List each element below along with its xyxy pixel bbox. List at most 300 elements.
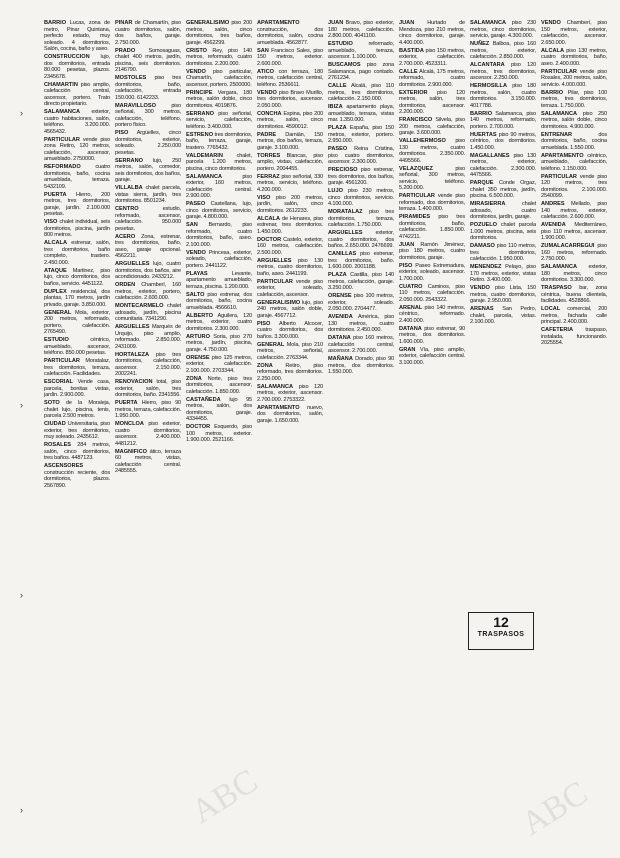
ad-text: Damián, 150 metros, dos baños, terraza, garaje. 3.100.000. [257,131,323,151]
ad-text: piso tres dormitorios, terraza, calefacción. 1.750.000. [328,209,394,228]
ad-heading: GENERALISIMO [257,299,301,306]
ad-text: Chamberí, piso 150 metros, exterior, calefacción, ascensor. 2.650.000. [541,20,607,46]
classified-ad [257,216,323,236]
ad-text: Mola, piso 210 metros, señorial, calefacción. 2763344. [257,341,323,361]
ad-text: vende piso Rosales, 200 metros, salón, servicio. 4.000.000. [541,68,607,88]
ad-text: Reina Cristina, piso cuatro dormitorios, ascensor. 2.300.000. [328,146,394,165]
ad-heading: PASEO [186,201,206,207]
ad-text: chalet individual, seis dormitorios, piscina, jardín 800 metros. [44,219,110,238]
classified-ad [44,442,110,462]
ad-text: Conde Orgaz, chalet 350 metros, jardín, piscina. 6.500.000. [470,180,536,199]
classified-ad [541,201,607,221]
classified-ad [257,90,323,110]
classified-ad [115,282,181,302]
ad-heading: PASEO [328,146,348,152]
ad-text: traspaso, instalada, funcionando. 2025554. [541,327,607,346]
ad-heading: POZUELO [470,222,498,228]
classified-ad [115,130,181,156]
ad-text: lujo, cuatro dormitorios, dos baños, aire acondicionado. 2433212. [115,261,181,280]
ad-heading: MONTECARMELO [115,303,164,309]
ad-heading: GRAN [399,346,416,353]
classified-ad [328,293,394,313]
ad-heading: BASTIDA [399,47,424,54]
ad-heading: TRASPASO [541,285,572,291]
classified-ad [399,214,465,240]
ad-heading: VALDEMARIN [186,152,223,159]
classified-ad [257,342,323,362]
ad-text: ático, terraza 60 metros, vistas, calefacción central. 2485555. [115,448,181,474]
classified-column-5 [328,20,394,835]
classified-ad [186,174,252,200]
ad-text: piso 110 metros, tres dormitorios, calefacción. 1.950.000. [470,243,536,262]
classified-ad [470,41,536,61]
ad-text: Salamanca, piso 140 metros, reformado, portero. 2.700.000. [470,110,536,130]
ad-text: Ramón Jiménez, piso 180 metros, cuatro dormitorios, garaje. [399,241,465,261]
ad-heading: TORRES [257,152,281,159]
ad-heading: CALLE [399,68,418,75]
classified-ad [328,62,394,82]
ad-heading: SAN [257,47,269,54]
ad-text: Espina, piso 200 metros, salón, cinco dormitorios. 4590012. [257,110,323,130]
ad-text: exterior, 180 metros, cinco dormitorios. 3.300.000. [541,264,607,283]
ad-heading: REFORMADO [44,164,81,170]
ad-heading: BARRIO [44,20,67,26]
ad-heading: ARGUELLES [328,230,363,236]
ad-heading: ARTURO [186,333,210,340]
ad-heading: CRISTO [186,47,208,54]
classified-ad [186,201,252,221]
ad-text: piso tres dormitorios, calefacción, ascensor. 2.150.000. 2002241. [115,351,181,377]
classified-ad [44,358,110,378]
ad-heading: SALAMANCA [470,20,507,26]
classified-ad [44,289,110,309]
classified-ad [470,62,536,82]
ad-heading: DUPLEX [44,288,67,295]
classified-ad [328,20,394,40]
classified-ad [44,379,110,399]
ad-text: Vía, piso amplio, exterior, calefacción central. 3.100.000. [399,346,465,366]
classified-ad [541,264,607,284]
punch-mark-icon: › [20,108,23,118]
ad-text: lujo, piso 240 metros, salón doble, garaje. 4567712. [257,299,323,319]
classified-ad [328,356,394,376]
ad-text: piso 125 metros, exterior, calefacción. 2.100.000. 2703344. [186,354,252,374]
ad-heading: PARTICULAR [399,193,435,199]
classified-ad [44,82,110,108]
ad-text: con terraza, 180 metros, calefacción central, teléfono. 2536611. [257,68,323,88]
classified-ad [541,132,607,152]
ad-heading: PARTICULAR [257,278,293,285]
punch-mark-icon: › [20,590,23,600]
ad-text: piso zona Salamanca, pago contado. 2761234. [328,62,394,81]
ad-heading: NUÑEZ [470,41,490,47]
ad-text: piso exterior, 160 metros, calefacción central. 2.900.000. [186,173,252,199]
ad-text: lujo, 250 metros, salón, comedor, seis dormitorios, dos baños, garaje. [115,157,181,183]
ad-heading: MAÑANA [328,356,353,362]
classified-ad [328,335,394,355]
ad-heading: SALAMANCA [186,173,223,180]
classified-ad [257,384,323,404]
ad-heading: VENDO [541,20,561,26]
ad-heading: DATANA [399,325,422,332]
ad-heading: VILLALBA [115,185,143,191]
classified-ad [186,111,252,131]
classified-ad [328,251,394,271]
ad-heading: PADRE [257,131,277,138]
ad-text: dos dormitorios, baño, cocina amueblada. 1.550.000. [541,131,607,151]
classified-ad [44,463,110,489]
ad-text: Hurtado de Mendoza, piso 210 metros, cinco dormitorios, garaje. 4.400.000. [399,20,465,46]
ad-text: Bernardo, piso reformado, cuatro dormitorios, baño, aseo. 2.100.000. [186,222,252,248]
ad-heading: CAFETERIA [541,327,574,333]
ad-text: piso 160 metros, calefacción central, ascensor. 2.700.000. [328,335,394,354]
classified-ad [541,327,607,347]
ad-heading: PARTICULAR [44,358,80,364]
classified-column-7 [470,20,536,835]
classified-ad [328,83,394,103]
classified-ad [399,326,465,346]
abc-watermark: ABC [515,774,595,843]
classified-ad [399,305,465,325]
classified-ad [399,284,465,304]
classified-ad [115,48,181,74]
classified-ad [541,222,607,242]
ad-text: reformado, amueblado, terraza, ascensor. 1.100.000. [328,41,394,60]
classified-ad [44,109,110,135]
classified-ad [115,234,181,260]
ad-heading: APARTAMENTO [541,152,584,159]
classified-ad [541,90,607,110]
classified-ad [44,240,110,266]
classified-ad [257,174,323,194]
classified-ad [186,355,252,375]
ad-text: Alcalá, piso 110 metros, tres dormitorios, calefacción. 2.150.000. [328,83,394,102]
classified-ad [257,258,323,278]
classified-ad [399,90,465,116]
classified-ad [328,209,394,229]
ad-text: Norte, piso tres dormitorios, ascensor, calefacción. 1.850.000. [186,375,252,395]
classified-ad [186,48,252,68]
ad-heading: SERRANO [186,110,214,117]
ad-heading: FRANCISCO [399,117,433,123]
classified-column-4 [257,20,323,835]
punch-mark-icon: › [20,400,23,410]
classified-ad [44,20,110,53]
classified-ad [44,137,110,163]
classified-ad [115,103,181,129]
section-header-traspasos [468,612,534,650]
ad-heading: VENDO [470,285,490,291]
classified-ad [115,261,181,281]
classified-ad [399,48,465,68]
ad-heading: BARRIO [541,89,564,96]
ad-heading: PARTICULAR [541,173,577,180]
ad-text: piso estrenar, dos dormitorios, baño, cocina amueblada. 4566610. [186,291,252,311]
ad-heading: DOCTOR [186,424,211,430]
ad-text: Silvela, piso 200 metros, calefacción, garaje. 3.600.000. [399,117,465,136]
ad-text: España, piso 150 metros, exterior, portero. 2.950.000. [328,125,394,144]
ad-text: Vergara, 180 metros, salón doble, cinco dormitorios. 4019876. [186,89,252,109]
ad-text: de Henares, piso estrenar, tres dormitorios. 1.450.000. [257,215,323,235]
ad-text: piso estrenar, tres dormitorios, dos baños, garaje. 4561200. [328,167,394,186]
ad-text: piso señorial, 330 metros, servicio, teléfono. 4.200.000. [257,173,323,193]
classified-ad [186,397,252,423]
classified-ad [541,285,607,305]
classified-ad [115,400,181,420]
ad-text: San Pedro, chalet, parcela, vistas. 2.100.000. [470,306,536,325]
classified-ad [470,201,536,221]
ad-text: Argüelles, cinco dormitorios, exterior, soleado. 2.250.000 pesetas. [115,130,181,156]
ad-heading: ORENSE [186,354,210,361]
ad-heading: ALCANTARA [470,62,505,68]
classified-ad [44,54,110,80]
classified-ad [186,313,252,333]
classified-ad [44,192,110,218]
ad-heading: ZONA [257,362,273,369]
ad-text: chalet, parcela 1.200 metros, piscina, cinco dormitorios. [186,152,252,172]
ad-heading: ESTUDIO [328,41,353,47]
ad-text: Mellado, piso 140 metros, exterior, calefacción. 2.600.000. [541,201,607,220]
ad-heading: DATANA [328,335,351,341]
ad-heading: CONCHA [257,110,282,117]
ad-text: piso 120 metros, tres dormitorios, ascensor. 2.250.000. [470,62,536,81]
ad-heading: JUAN [399,241,415,248]
ad-text: Mola, exterior, 200 metros, reformado, portero, calefacción. 2765490. [44,309,110,335]
ad-text: Esquerdo, piso 100 metros, exterior. 1.900.000. 2521166. [186,424,252,443]
ad-text: Zona, estrenar, tres dormitorios, baño, aseo, garaje opcional. 4562211. [115,233,181,259]
ad-text: vende piso reformado, dos dormitorios, terraza. 1.400.000. [399,193,465,212]
ad-text: Hierro, 200 metros, tres dormitorios, garaje, jardín. 2.100.000 pesetas. [44,191,110,217]
ad-text: piso tres dormitorios, baño, calefacción, entrada 150.000. 6142233. [115,75,181,101]
ad-heading: JUAN [328,20,344,26]
classified-ad [328,41,394,61]
ad-text: Marqués de Urquijo, piso amplio, reformado. 2.850.000. 2431009. [115,324,181,350]
ad-text: de Chamartín, piso cuatro dormitorios, salón, dos baños, garaje. 2.750.000. [115,20,181,46]
ad-text: nuevo, dos dormitorios, salón, garaje. 1.650.000. [257,404,323,424]
classifieds-page [40,20,608,835]
ad-heading: CONSTRUCCION [44,54,90,60]
ad-heading: VENDO [186,249,206,256]
classified-column-1 [44,20,110,835]
ad-heading: ALCALA [541,47,564,54]
ad-heading: GENERALISIMO [186,20,230,26]
ad-heading: APARTAMENTO [257,20,300,26]
ad-heading: ASCENSORES [44,463,84,469]
ad-heading: HERMOSILLA [470,83,507,89]
ad-heading: ALCALA [257,215,280,222]
classified-ad [257,237,323,257]
ad-text: piso estrenar, 90 metros, dos dormitorios. 1.600.000. [399,325,465,345]
ad-text: piso Lista, 150 metros, cuatro dormitorios, garaje. 2.950.000. [470,285,536,304]
classified-ad [328,188,394,208]
ad-text: lujo 95 metros, salón, dos dormitorios, garaje. 4334455. [186,396,252,422]
abc-watermark: ABC [185,762,265,831]
ad-heading: PISO [257,320,271,327]
punch-mark-icon: › [20,805,23,815]
classified-column-2 [115,20,181,835]
ad-heading: ROSALES [44,442,72,448]
ad-heading: ARENAL [399,304,423,311]
classified-ad [44,164,110,190]
classified-ad [470,153,536,179]
classified-ad [257,69,323,89]
ad-heading: MAGALLANES [470,152,510,159]
ad-text: piso 120 metros, exterior, ascensor. 2.700.000. 2753322. [257,383,323,403]
ad-text: Moratalaz, tres dormitorios, terraza, calefacción. Facilidades. [44,358,110,377]
ad-heading: PIRAMIDES [399,214,431,220]
classified-ad [115,206,181,232]
ad-heading: BARRIO [470,110,493,117]
ad-heading: PRADO [115,47,136,54]
ad-heading: ESTUDIO [44,337,69,343]
ad-text: piso señorial, 300 metros, calefacción, teléfono, portero físico. [115,102,181,128]
classified-ad [541,174,607,200]
ad-text: Mediterráneo, piso 110 metros, ascensor. 1.900.000. [541,222,607,241]
ad-text: piso 130 metros, cuatro dormitorios, baño, aseo. 2.400.000. [541,47,607,67]
classified-ad [257,405,323,425]
classified-ad [328,314,394,334]
classified-ad [44,400,110,420]
ad-heading: PLAZA [328,125,347,131]
ad-heading: SOTO [44,400,60,406]
ad-heading: ESCORIAL [44,379,73,385]
ad-heading: PARTICULAR [44,136,80,143]
classified-ad [44,268,110,288]
classified-ad [186,132,252,152]
ad-text: Universitaria, piso exterior, tres dormitorios, muy soleado. 2435612. [44,421,110,440]
ad-text: Chamberí, 160 metros, exterior, portero, calefacción. 2.600.000. [115,282,181,301]
ad-text: céntrico, amueblado, ascensor, teléfono. 850.000 pesetas. [44,337,110,356]
ad-text: construcción, dos dormitorios, salón, cocina amueblada. 4562877. [257,26,323,46]
ad-text: Castelo, exterior, 160 metros, calefacción. 2.500.000. [257,236,323,256]
classified-ad [186,292,252,312]
classified-ad [541,111,607,131]
classified-ad [257,195,323,215]
classified-ad [115,449,181,475]
ad-text: Castellana, lujo, cinco dormitorios, servicio, garaje. 4.800.000. [186,201,252,220]
ad-text: Balboa, piso 160 metros, exterior, calefacción. 2.850.000. [470,41,536,60]
classified-ad [470,222,536,242]
ad-heading: HORTALEZA [115,351,150,358]
ad-heading: ENTRENAR [541,131,573,138]
ad-text: vende piso exterior, soleado, calefacción, ascensor. [257,278,323,298]
classified-ad [470,243,536,263]
classified-ad [257,321,323,341]
classified-ad [399,242,465,262]
ad-text: piso 150 metros, exterior, calefacción. 2.700.000. 4523311. [399,47,465,67]
ad-heading: PUERTA [44,191,67,198]
classified-ad [186,424,252,444]
ad-heading: ALCALA [44,240,67,246]
ad-text: Somosaguas, chalet 400 metros, jardín, piscina, seis dormitorios. 2146790. [115,47,181,73]
ad-heading: ZUMALACARREGUI [541,243,595,249]
ad-text: piso 130 metros, cuatro dormitorios, baño, aseo. 2441199. [257,257,323,277]
ad-heading: GENERAL [257,341,285,348]
ad-text: comercial, 200 metros, fachada calle principal. 2.400.000. [541,306,607,325]
ad-heading: ARENAS [470,306,494,312]
ad-text: estudio, reformado, ascensor, calefacción. 950.000 pesetas. [115,206,181,232]
ad-heading: IBIZA [328,104,343,110]
ad-heading: CUATRO [399,283,423,290]
ad-heading: ALBERTO [186,312,213,319]
ad-text: exterior, cuatro dormitorios, dos baños. 2.650.000. 2476699. [328,230,394,249]
ad-heading: MOSTOLES [115,75,147,81]
ad-heading: MAGNIFICO [115,448,148,455]
classified-ad [470,111,536,131]
ad-heading: FERRAZ [257,173,280,180]
classified-ad [399,138,465,164]
ad-heading: PLAZA [328,272,347,278]
ad-heading: VENDO [257,89,277,96]
ad-heading: ARGUELLES [115,324,150,330]
ad-text: piso 130 metros, exterior, calefacción. 2.300.000. 4475566. [470,152,536,178]
classified-ad [186,69,252,89]
ad-text: piso 90 metros, céntrico, dos dormitorios. 1.450.000. [470,131,536,151]
ad-text: piso particular, Chamartín, calefacción, ascensor, portero. 2500000. [186,68,252,88]
classified-ad [328,167,394,187]
classified-ad [186,90,252,110]
ad-text: piso tres dormitorios, baño, calefacción. 1.850.000. 4742211. [399,214,465,240]
ad-text: exterior, cuatro habitaciones, salón, teléfono. 3.200.000. 4565432. [44,109,110,135]
classified-ad [399,166,465,192]
classified-ad [115,352,181,378]
classified-column-3 [186,20,252,835]
ad-heading: PLAYAS [186,270,208,277]
ad-text: piso 160 metros, reformado. 2.750.000. [541,243,607,262]
ad-text: Castilla, piso 140 metros, calefacción, garaje. 3.250.000. [328,272,394,291]
ad-heading: BUSCAMOS [328,62,361,68]
classified-ad [186,376,252,396]
ad-text: Dorado, piso 90 metros, dos dormitorios. 1.550.000. [328,356,394,375]
classified-ad [257,300,323,320]
ad-text: Hierro, piso 90 metros, terraza, calefacción. 1.950.000. [115,400,181,419]
ad-text: vende piso zona Retiro, 120 metros, calefacción, ascensor, amueblado. 2750000. [44,136,110,162]
classified-column-6 [399,20,465,835]
ad-heading: APARTAMENTO [257,404,300,411]
ad-heading: SALAMANCA [541,110,578,117]
classified-ad [257,363,323,383]
classified-ad [328,125,394,145]
ad-text: apartamento playa, amueblado, terraza, vistas mar. 1.350.000. [328,104,394,123]
ad-heading: PINAR [115,20,133,26]
ad-heading: MENENDEZ [470,264,502,270]
classified-ad [541,243,607,263]
ad-heading: CANILLAS [328,251,357,257]
ad-text: piso 230 metros, cinco dormitorios, servicio, garaje. 4.300.000. [470,20,536,39]
classified-ad [44,310,110,336]
section-title: TRASPASOS [477,631,525,638]
classified-ad [115,20,181,46]
ad-heading: SALAMANCA [257,383,294,390]
ad-heading: PRINCIPE [186,89,213,96]
ad-text: chalet parcela, vistas sierra, jardín, tres dormitorios. 8501234. [115,185,181,204]
ad-text: Lucas, zona de metro, Pinar Quintana, perfecto estado, muy soleado. 4 dormitorios, Salón, cocina, baño y aseo. [44,20,110,52]
ad-text: Bravo, piso exterior, 180 metros, calefacción. 2.800.000. 4041100. [328,20,394,39]
ad-heading: VENDO [186,68,206,75]
ad-heading: HUERTAS [470,131,497,138]
ad-text: piso 200 metros, jardín, salón, cinco dormitorios. 2612233. [257,194,323,214]
ad-text: céntrico, amueblado, calefacción, teléfono. 1.150.000. [541,152,607,172]
classified-ad [399,20,465,46]
classified-ad [115,303,181,323]
ad-text: lujo, dos dormitorios, entrada 80.000 pesetas, plazos. 2345678. [44,54,110,80]
classified-ad [257,20,323,46]
ad-text: estrenar, salón, tres dormitorios, baño completo, trastero. 2.450.000. [44,240,110,266]
ad-text: piso señorial, 300 metros, servicio, teléfono. 5.200.000. [399,165,465,191]
ad-text: Paseo Extremadura, exterior, soleado, ascensor. 1.700.000. [399,262,465,282]
ad-heading: ORENSE [328,293,352,299]
ad-heading: ATAQUE [44,267,67,274]
